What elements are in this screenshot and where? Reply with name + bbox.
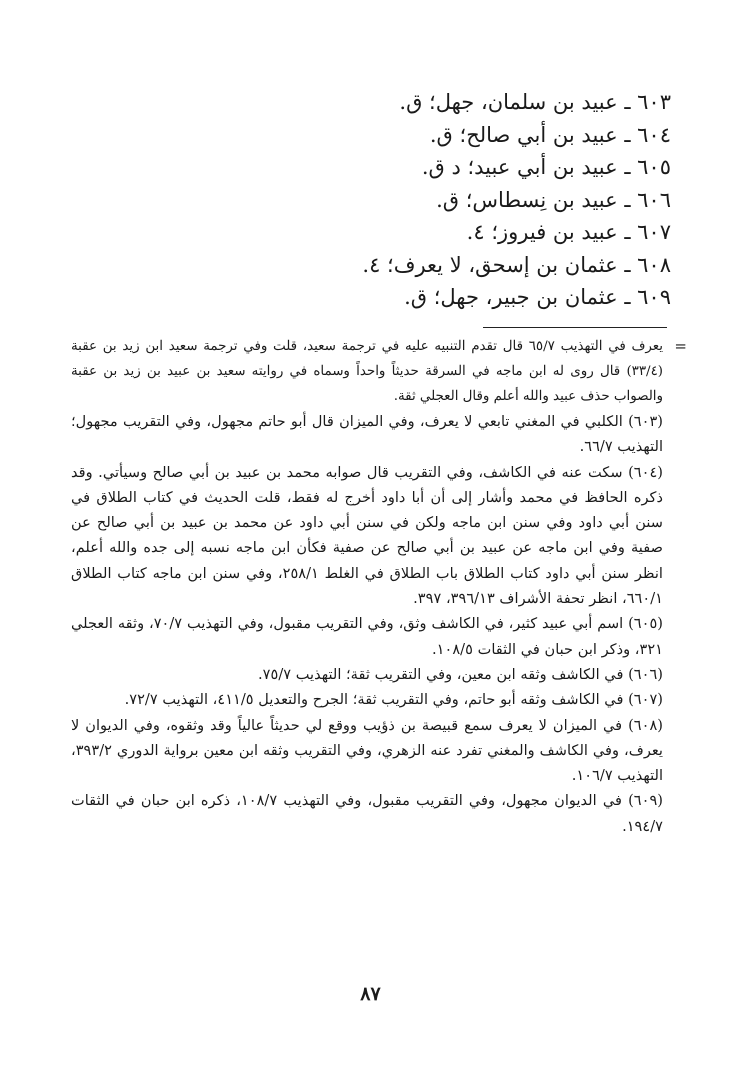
continuation-marker: = bbox=[674, 337, 687, 355]
entry-604: ٦٠٤ ـ عبيد بن أبي صالح؛ ق. bbox=[429, 122, 671, 147]
entry-605: ٦٠٥ ـ عبيد بن أبي عبيد؛ د ق. bbox=[421, 155, 671, 179]
entry-608: ٦٠٨ ـ عثمان بن إسحق، لا يعرف؛ ٤. bbox=[362, 252, 671, 277]
entry-606: ٦٠٦ ـ عبيد بن نِسطاس؛ ق. bbox=[436, 187, 671, 212]
footnote-divider bbox=[483, 327, 667, 328]
footnote-605: (٦٠٥) اسم أبي عبيد كثير، في الكاشف وثق، وفي التقريب مقبول، وفي التهذيب ٧٠/٧، وثقه العجلي ٣٢١، وذكر ابن حبان في الثقات ١٠٨/٥. bbox=[71, 615, 663, 658]
footnote-continuation bbox=[71, 334, 687, 409]
footnote-609: (٦٠٩) في الديوان مجهول، وفي التقريب مقبول، وفي التهذيب ١٠٨/٧، ذكره ابن حبان في الثقات ١٩٤/٧. bbox=[71, 792, 663, 835]
footnotes bbox=[71, 334, 687, 839]
footnote-604: (٦٠٤) سكت عنه في الكاشف، وفي التقريب قال صوابه محمد بن عبيد بن أبي صالح وسيأتي. وقد ذكره الحافظ في محمد وأشار إلى أن أبا داود أخرج له فقط، قلت الحديث في كتاب الطلاق في سنن أبي داود وفي سنن ابن ماجه ولكن في سنن أبي داود عن محمد بن عبيد بن أبي صالح عن صفية وفي ابن ماجه عن عبيد بن أبي صالح عن صفية فكأن ابن ماجه نسبه إلى جده والله أعلم، انظر سنن أبي داود كتاب الطلاق باب الطلاق في الغلط ٢٥٨/١، وفي سنن ابن ماجه كتاب الطلاق ٦٦٠/١، انظر تحفة الأشراف ٣٩٦/١٣، ٣٩٧. bbox=[71, 463, 663, 608]
footnote-603: (٦٠٣) الكلبي في المغني تابعي لا يعرف، وفي الميزان قال أبو حاتم مجهول، وفي التقريب مجهول؛ التهذيب ٦٦/٧. bbox=[71, 413, 663, 456]
footnote-607: (٦٠٧) في الكاشف وثقه أبو حاتم، وفي التقريب ثقة؛ الجرح والتعديل ٤١١/٥، التهذيب ٧٢/٧. bbox=[124, 691, 663, 709]
page-number: ٨٧ bbox=[360, 983, 381, 1005]
footnote-606: (٦٠٦) في الكاشف وثقه ابن معين، وفي التقريب ثقة؛ التهذيب ٧٥/٧. bbox=[258, 665, 663, 683]
entry-607: ٦٠٧ ـ عبيد بن فيروز؛ ٤. bbox=[466, 220, 671, 244]
entry-603: ٦٠٣ ـ عبيد بن سلمان، جهل؛ ق. bbox=[399, 90, 671, 114]
continuation-text: يعرف في التهذيب ٦٥/٧ قال تقدم التنبيه عليه في ترجمة سعيد، قلت وفي ترجمة سعيد ابن زيد بن عقبة (٣٣/٤) قال روى له ابن ماجه في السرقة حديثاً واحداً وسماه في روايته سعيد بن عبيد بن زيد بن عقبة والصواب حذف عبيد والله أعلم وقال العجلي ثقة. bbox=[71, 339, 663, 404]
narrator-entries bbox=[71, 86, 671, 314]
footnote-608: (٦٠٨) في الميزان لا يعرف سمع قبيصة بن ذؤيب ووقع لي حديثاً عالياً وقد وثقوه، وفي الديوان لا يعرف، وفي الكاشف والمغني تفرد عنه الزهري، وفي التقريب وثقه ابن معين برواية الدوري ٣٩٣/٢، التهذيب ١٠٦/٧. bbox=[71, 716, 663, 785]
entry-609: ٦٠٩ ـ عثمان بن جبير، جهل؛ ق. bbox=[404, 285, 671, 309]
